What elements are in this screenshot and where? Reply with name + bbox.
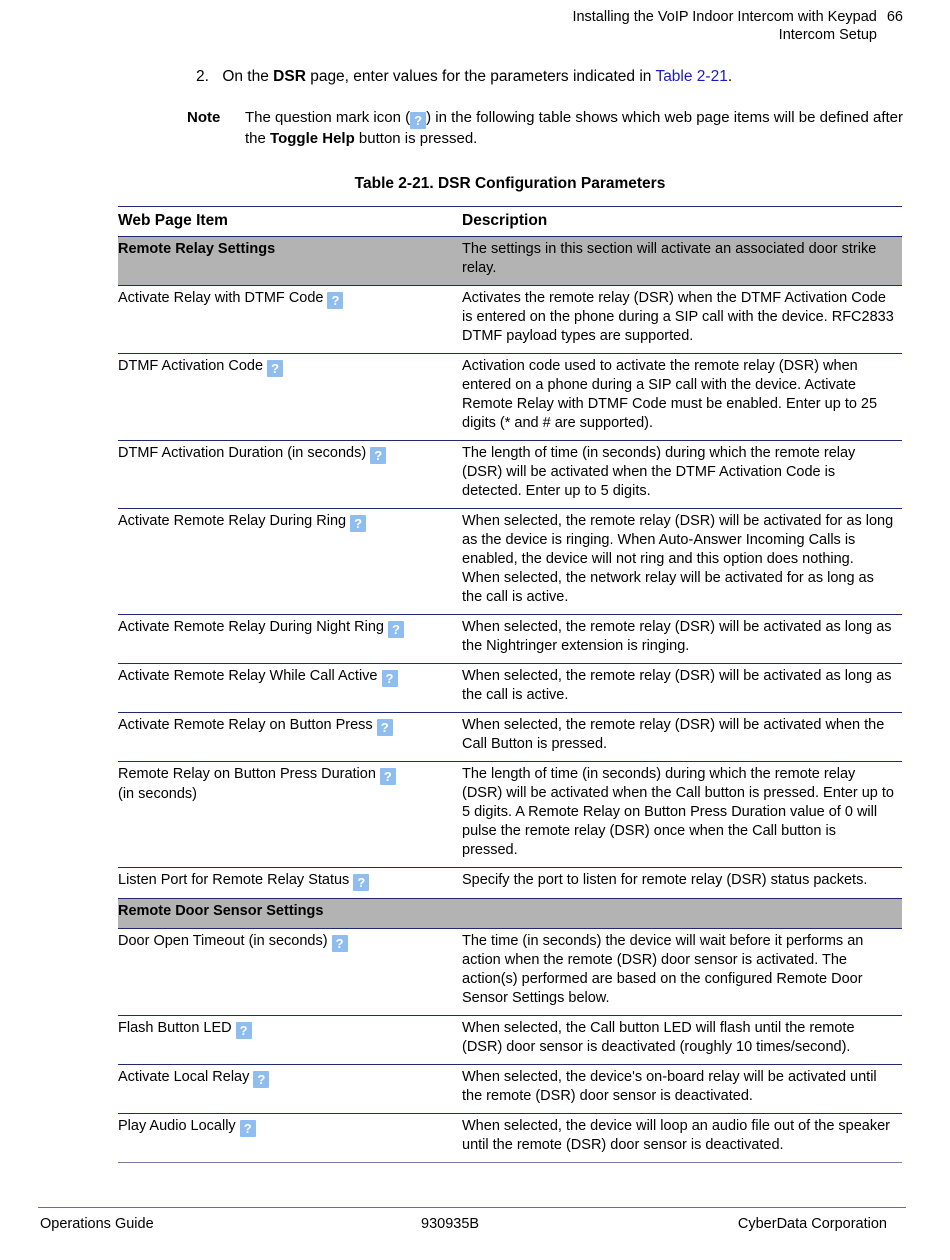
note-text: [245, 108, 907, 149]
question-mark-icon: ?: [380, 768, 396, 785]
web-page-item-cell: [118, 237, 462, 286]
web-page-item-label-continued: (in seconds): [118, 786, 197, 802]
table-row: [118, 1114, 902, 1163]
table-row: [118, 615, 902, 664]
question-mark-icon: ?: [240, 1120, 256, 1137]
web-page-item-label: Activate Remote Relay While Call Active: [118, 668, 378, 684]
question-mark-icon: ?: [253, 1071, 269, 1088]
table-row: [118, 868, 902, 899]
web-page-item-label: Remote Relay Settings: [118, 241, 276, 257]
table-row: [118, 664, 902, 713]
web-page-item-cell: [118, 762, 462, 868]
note-text-1: The question mark icon (: [245, 109, 411, 126]
footer-center: 930935B: [421, 1216, 480, 1232]
web-page-item-label: Activate Remote Relay During Night Ring: [118, 619, 384, 635]
note-block: [187, 108, 907, 149]
footer-right: CyberData Corporation: [737, 1216, 887, 1232]
note-text-3: button is pressed.: [354, 130, 478, 147]
web-page-item-label: DTMF Activation Code: [118, 358, 264, 374]
step-instruction: [196, 68, 732, 86]
description-cell: When selected, the remote relay (DSR) will be activated as long as the call is active.: [462, 664, 902, 713]
description-cell: When selected, the remote relay (DSR) will be activated when the Call Button is pressed.: [462, 713, 902, 762]
footer-left: Operations Guide: [40, 1216, 154, 1232]
table-caption: Table 2-21. DSR Configuration Parameters: [354, 175, 666, 192]
table-row: [118, 1016, 902, 1065]
web-page-item-label: Play Audio Locally: [118, 1118, 236, 1134]
web-page-item-label: Listen Port for Remote Relay Status: [118, 872, 350, 888]
step-text-after: page, enter values for the parameters indicated in: [305, 68, 656, 85]
web-page-item-cell: [118, 1016, 462, 1065]
web-page-item-cell: [118, 868, 462, 899]
question-mark-icon: ?: [388, 621, 404, 638]
web-page-item-cell: [118, 286, 462, 354]
question-mark-icon: ?: [267, 360, 283, 377]
page-number: 66: [886, 9, 903, 25]
description-cell: Specify the port to listen for remote relay (DSR) status packets.: [462, 868, 902, 899]
page-header: [572, 8, 903, 44]
table-row: [118, 929, 902, 1016]
web-page-item-label: Activate Relay with DTMF Code: [118, 290, 324, 306]
web-page-item-cell: [118, 1114, 462, 1163]
table-row: [118, 509, 902, 615]
table-row: [118, 286, 902, 354]
web-page-item-cell: [118, 899, 462, 929]
web-page-item-label: Door Open Timeout (in seconds): [118, 933, 328, 949]
table-row: [118, 1065, 902, 1114]
step-bold: DSR: [273, 68, 306, 85]
question-mark-icon: ?: [382, 670, 398, 687]
note-bold: Toggle Help: [270, 130, 355, 147]
dsr-parameters-table: [118, 206, 902, 1163]
question-mark-icon: ?: [327, 292, 343, 309]
web-page-item-cell: [118, 664, 462, 713]
web-page-item-label: Remote Door Sensor Settings: [118, 903, 324, 919]
question-mark-icon: ?: [370, 447, 386, 464]
description-cell: When selected, the device will loop an audio file out of the speaker until the remote (DSR) door sensor is deactivated.: [462, 1114, 902, 1163]
web-page-item-label: Flash Button LED: [118, 1020, 232, 1036]
column-header-item: Web Page Item: [118, 207, 462, 237]
description-cell: When selected, the device's on-board relay will be activated until the remote (DSR) door sensor is deactivated.: [462, 1065, 902, 1114]
table-link[interactable]: Table 2-21: [655, 68, 728, 85]
web-page-item-cell: [118, 509, 462, 615]
header-subtitle: Intercom Setup: [778, 27, 877, 43]
description-cell: The time (in seconds) the device will wait before it performs an action when the remote (DSR) door sensor is activated. The action(s) performed are based on the configured Remote Door Sensor Settings below.: [462, 929, 902, 1016]
question-mark-icon: ?: [377, 719, 393, 736]
step-end: .: [727, 68, 733, 85]
table-header-row: [118, 207, 902, 237]
description-cell: The length of time (in seconds) during which the remote relay (DSR) will be activated when the DTMF Activation Code is detected. Enter up to 5 digits.: [462, 441, 902, 509]
web-page-item-label: Activate Remote Relay During Ring: [118, 513, 347, 529]
description-cell: When selected, the Call button LED will flash until the remote (DSR) door sensor is deactivated (roughly 10 times/second).: [462, 1016, 902, 1065]
footer-rule: [38, 1207, 906, 1208]
note-text-2: ) in the following table shows which web page items will be defined after the: [245, 109, 904, 147]
web-page-item-cell: [118, 713, 462, 762]
header-title: Installing the VoIP Indoor Intercom with Keypad: [572, 9, 877, 25]
description-cell: [462, 899, 902, 929]
table-row: [118, 354, 902, 441]
table-row: [118, 441, 902, 509]
question-mark-icon: ?: [350, 515, 366, 532]
web-page-item-label: DTMF Activation Duration (in seconds): [118, 445, 367, 461]
web-page-item-label: Activate Remote Relay on Button Press: [118, 717, 373, 733]
description-cell: Activates the remote relay (DSR) when the DTMF Activation Code is entered on the phone during a SIP call with the device. RFC2833 DTMF payload types are supported.: [462, 286, 902, 354]
question-mark-icon: ?: [353, 874, 369, 891]
table-row: [118, 713, 902, 762]
web-page-item-cell: [118, 1065, 462, 1114]
description-cell: Activation code used to activate the remote relay (DSR) when entered on a phone during a SIP call with the device. Activate Remote Relay with DTMF Code must be enabled. Enter up to 25 digits (* and # are supported).: [462, 354, 902, 441]
question-mark-icon: ?: [410, 112, 426, 129]
note-label: Note: [187, 109, 221, 126]
step-number: 2.: [196, 68, 209, 85]
description-cell: When selected, the remote relay (DSR) will be activated as long as the Nightringer extension is ringing.: [462, 615, 902, 664]
question-mark-icon: ?: [332, 935, 348, 952]
web-page-item-cell: [118, 615, 462, 664]
description-cell: The settings in this section will activate an associated door strike relay.: [462, 237, 902, 286]
description-cell: The length of time (in seconds) during which the remote relay (DSR) will be activated when the Call button is pressed. Enter up to 5 digits. A Remote Relay on Button Press Duration value of 0 will pulse the remote relay (DSR) once when the Call button is pressed.: [462, 762, 902, 868]
table-row: [118, 762, 902, 868]
section-row: [118, 237, 902, 286]
web-page-item-label: Remote Relay on Button Press Duration: [118, 766, 376, 782]
web-page-item-cell: [118, 354, 462, 441]
description-cell: When selected, the remote relay (DSR) will be activated for as long as the device is ringing. When Auto-Answer Incoming Calls is enabled, the device will not ring and this option does nothing. When selected, the network relay will be activated for as long as the call is active.: [462, 509, 902, 615]
web-page-item-cell: [118, 929, 462, 1016]
column-header-description: Description: [462, 207, 902, 237]
web-page-item-label: Activate Local Relay: [118, 1069, 250, 1085]
question-mark-icon: ?: [236, 1022, 252, 1039]
section-row: [118, 899, 902, 929]
step-text-before: On the: [222, 68, 274, 85]
web-page-item-cell: [118, 441, 462, 509]
